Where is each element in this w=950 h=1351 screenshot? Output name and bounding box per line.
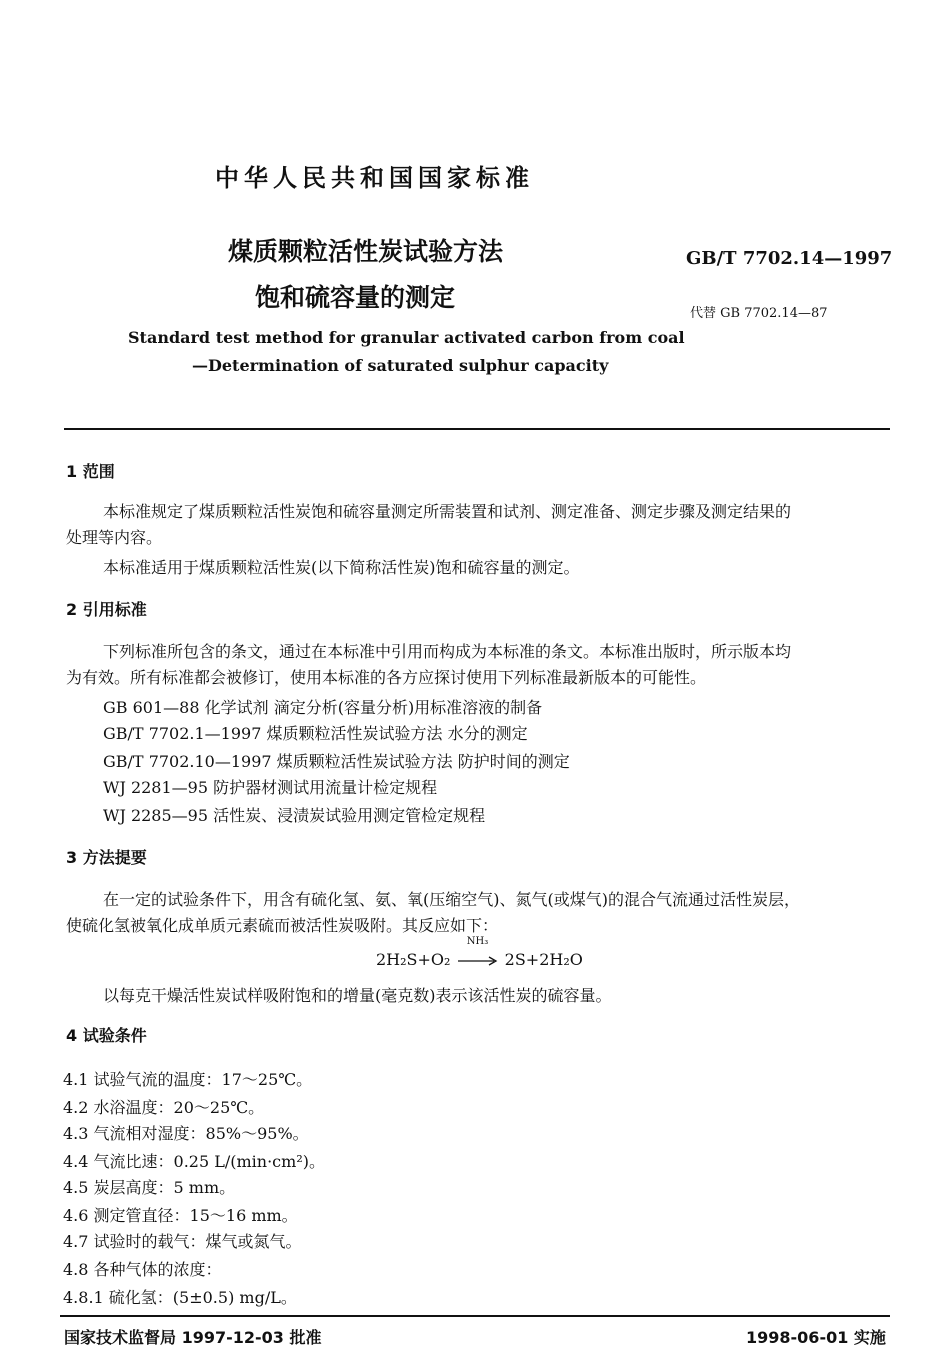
reaction-reactants: 2H₂S+O₂ [376, 950, 451, 969]
replaces-standard: 代替 GB 7702.14—87 [690, 306, 828, 321]
reaction-condition: NH₃ [466, 936, 489, 947]
section-3-para1-line2: 使硫化氢被氧化成单质元素硫而被活性炭吸附。其反应如下： [66, 916, 499, 935]
section-1-para2: 本标准适用于煤质颗粒活性炭(以下简称活性炭)饱和硫容量的测定。 [103, 558, 580, 577]
section-1-para1-line1: 本标准规定了煤质颗粒活性炭饱和硫容量测定所需装置和试剂、测定准备、测定步骤及测定结果的 [103, 502, 792, 521]
reference-item: WJ 2285—95 活性炭、浸渍炭试验用测定管检定规程 [103, 806, 486, 825]
reference-item: GB/T 7702.10—1997 煤质颗粒活性炭试验方法 防护时间的测定 [103, 752, 570, 771]
standard-number: GB/T 7702.14—1997 [686, 248, 893, 269]
title-cn-line1: 煤质颗粒活性炭试验方法 [228, 237, 504, 266]
reference-item: GB 601—88 化学试剂 滴定分析(容量分析)用标准溶液的制备 [103, 698, 543, 717]
section-2-para1-line1: 下列标准所包含的条文，通过在本标准中引用而构成为本标准的条文。本标准出版时，所示版本均 [103, 642, 792, 661]
section-3-heading: 3 方法提要 [66, 848, 147, 867]
title-en-line1: Standard test method for granular activated carbon from coal [128, 328, 685, 347]
condition-item: 4.2 水浴温度：20～25℃。 [63, 1098, 265, 1117]
section-2-heading: 2 引用标准 [66, 600, 147, 619]
reaction-equation [376, 936, 583, 969]
condition-item: 4.8.1 硫化氢：(5±0.5) mg/L。 [63, 1288, 297, 1307]
condition-item: 4.5 炭层高度：5 mm。 [63, 1178, 236, 1197]
reference-item: GB/T 7702.1—1997 煤质颗粒活性炭试验方法 水分的测定 [103, 724, 528, 743]
reaction-products: 2S+2H₂O [504, 950, 583, 969]
condition-item: 4.1 试验气流的温度：17～25℃。 [63, 1070, 313, 1089]
section-1-para1-line2: 处理等内容。 [66, 528, 163, 547]
footer-divider [60, 1315, 890, 1317]
section-3-para1-line1: 在一定的试验条件下，用含有硫化氢、氨、氧(压缩空气)、氮气(或煤气)的混合气流通过活性炭层， [103, 890, 800, 909]
condition-item: 4.7 试验时的载气：煤气或氮气。 [63, 1232, 302, 1251]
effective-date: 1998-06-01 实施 [746, 1328, 886, 1347]
arrow-icon [456, 956, 500, 966]
title-en-line2: —Determination of saturated sulphur capacity [192, 356, 609, 375]
reference-item: WJ 2281—95 防护器材测试用流量计检定规程 [103, 778, 438, 797]
header-divider [64, 428, 890, 430]
section-3-para2: 以每克干燥活性炭试样吸附饱和的增量(毫克数)表示该活性炭的硫容量。 [103, 986, 612, 1005]
title-cn-line2: 饱和硫容量的测定 [255, 283, 456, 312]
national-standard-title: 中华人民共和国国家标准 [215, 164, 534, 192]
issued-by: 国家技术监督局 1997-12-03 批准 [64, 1328, 322, 1347]
section-4-heading: 4 试验条件 [66, 1026, 147, 1045]
condition-item: 4.8 各种气体的浓度： [63, 1260, 222, 1279]
condition-item: 4.3 气流相对湿度：85%～95%。 [63, 1124, 309, 1143]
section-2-para1-line2: 为有效。所有标准都会被修订，使用本标准的各方应探讨使用下列标准最新版本的可能性。 [66, 668, 707, 687]
section-1-heading: 1 范围 [66, 462, 115, 481]
condition-item: 4.6 测定管直径：15～16 mm。 [63, 1206, 298, 1225]
reaction-arrow [456, 936, 500, 969]
condition-item: 4.4 气流比速：0.25 L/(min·cm²)。 [63, 1152, 325, 1171]
